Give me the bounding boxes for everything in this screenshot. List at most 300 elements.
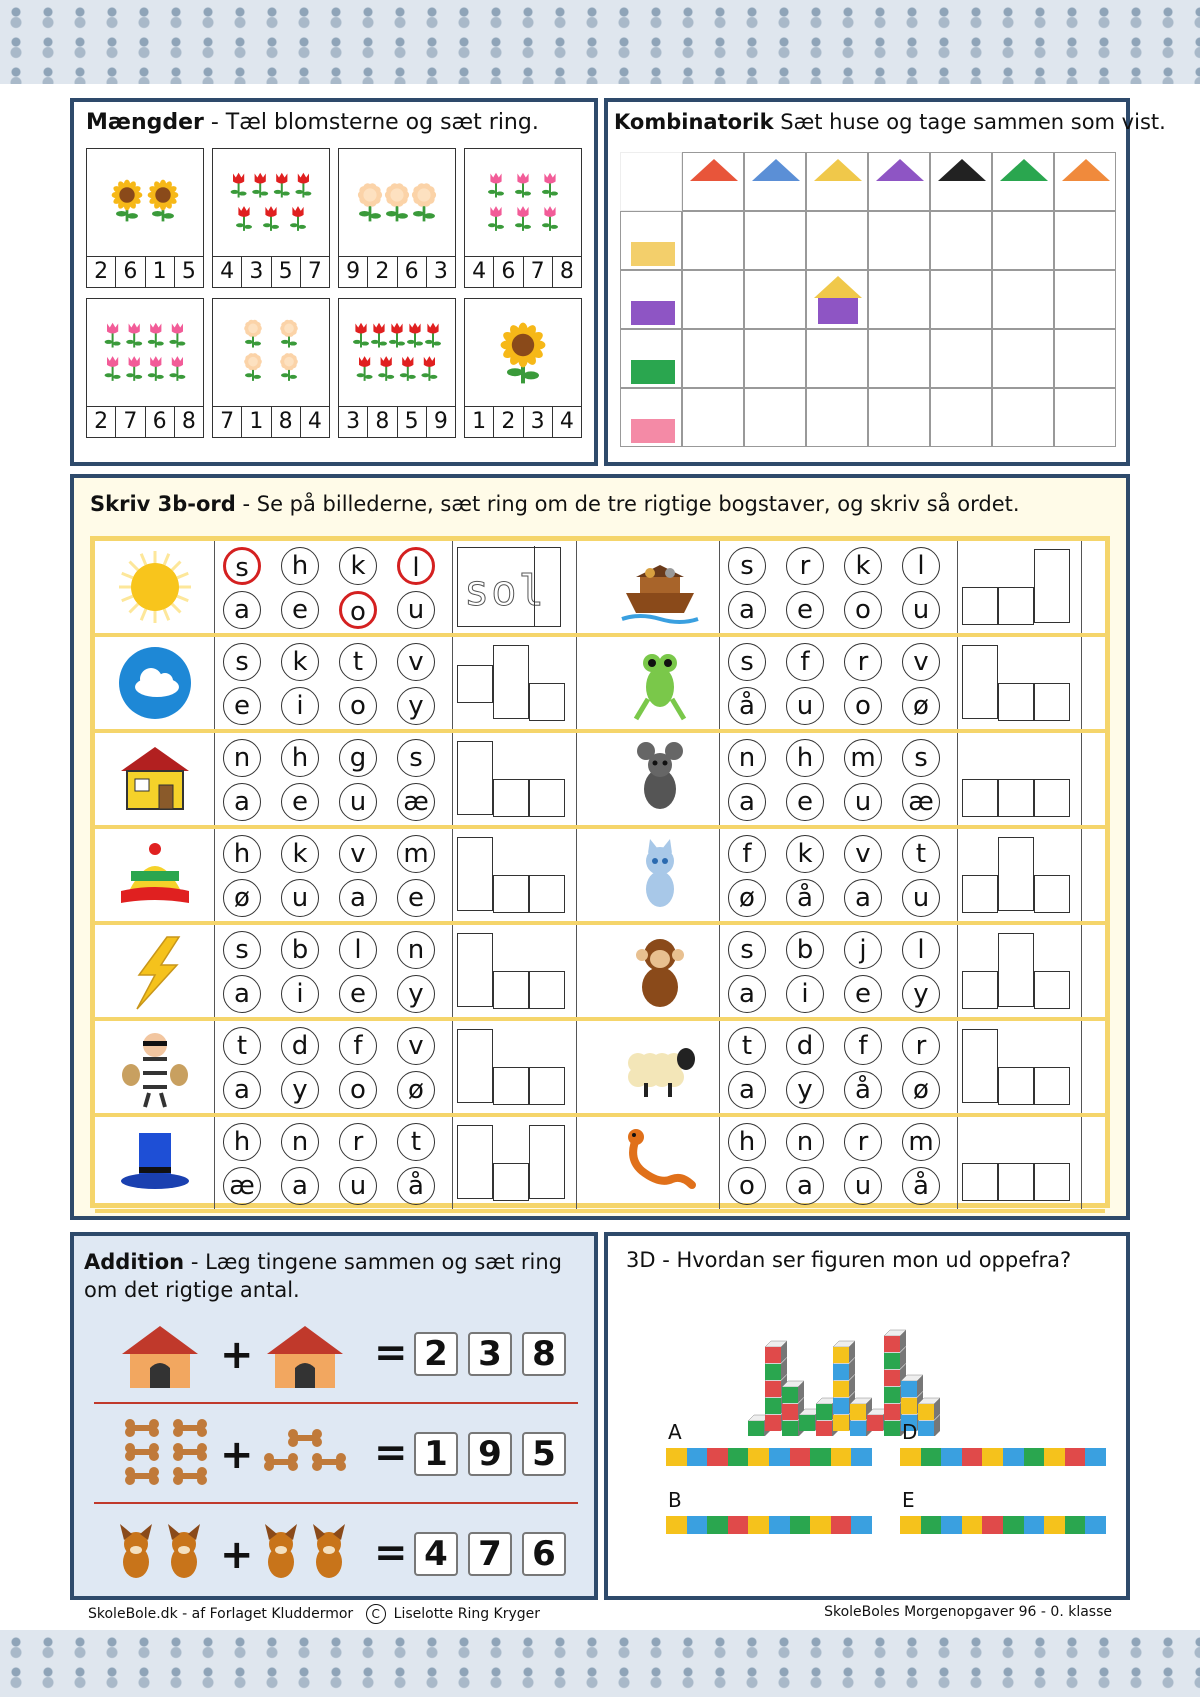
letter-choice[interactable]: e bbox=[397, 879, 435, 917]
word-box-letter[interactable] bbox=[998, 1067, 1034, 1105]
grid-cell[interactable] bbox=[992, 329, 1054, 388]
letter-choice[interactable]: u bbox=[339, 1167, 377, 1205]
strip-cube bbox=[962, 1448, 983, 1466]
word-box-letter[interactable] bbox=[493, 1163, 529, 1201]
word-box-letter[interactable] bbox=[529, 779, 565, 817]
word-box-letter[interactable] bbox=[962, 1029, 998, 1103]
letter-choice[interactable]: y bbox=[902, 975, 940, 1013]
word-box-letter[interactable] bbox=[457, 741, 493, 815]
word-box-letter[interactable] bbox=[962, 1163, 998, 1201]
letter-choice[interactable]: f bbox=[728, 835, 766, 873]
letter-choice[interactable]: f bbox=[339, 1027, 377, 1065]
letter-choice[interactable]: m bbox=[397, 835, 435, 873]
grid-cell[interactable] bbox=[992, 211, 1054, 270]
roof-header-cell bbox=[868, 152, 930, 211]
letter-choice[interactable]: s bbox=[223, 547, 261, 585]
strip-cube bbox=[831, 1448, 852, 1466]
letter-choice[interactable]: s bbox=[728, 547, 766, 585]
letter-choice[interactable]: n bbox=[397, 931, 435, 969]
answer-choice[interactable]: 3 bbox=[468, 1332, 512, 1376]
number-choice[interactable]: 5 bbox=[181, 259, 196, 284]
roof-header-cell bbox=[682, 152, 744, 211]
letter-choice[interactable]: e bbox=[786, 591, 824, 629]
letter-choice[interactable]: æ bbox=[902, 783, 940, 821]
number-choice[interactable]: 2 bbox=[87, 407, 116, 437]
letter-choice[interactable]: æ bbox=[397, 783, 435, 821]
flower-card bbox=[464, 148, 582, 288]
answer-choice[interactable]: 9 bbox=[468, 1432, 512, 1476]
letter-choice[interactable]: k bbox=[281, 835, 319, 873]
word-box-letter[interactable] bbox=[998, 933, 1034, 1007]
letter-choice[interactable]: æ bbox=[223, 1167, 261, 1205]
letter-choice[interactable]: r bbox=[844, 1123, 882, 1161]
letter-choice[interactable]: k bbox=[339, 547, 377, 585]
grid-cell[interactable] bbox=[1054, 270, 1116, 329]
letter-choice[interactable]: l bbox=[902, 547, 940, 585]
strip-cube bbox=[748, 1516, 769, 1534]
letter-choice[interactable]: a bbox=[786, 1167, 824, 1205]
house-body-icon bbox=[631, 419, 675, 443]
letter-choice[interactable]: j bbox=[844, 931, 882, 969]
number-choices bbox=[213, 256, 329, 287]
number-choice[interactable]: 9 bbox=[433, 409, 448, 434]
option-strip[interactable] bbox=[666, 1448, 872, 1466]
option-strip[interactable] bbox=[900, 1448, 1106, 1466]
letter-choice[interactable]: å bbox=[844, 1071, 882, 1109]
strip-cube bbox=[1085, 1448, 1106, 1466]
letter-choice[interactable]: d bbox=[281, 1027, 319, 1065]
word-box-letter[interactable] bbox=[998, 837, 1034, 911]
word-box-letter[interactable] bbox=[998, 683, 1034, 721]
grid-cell[interactable] bbox=[682, 211, 744, 270]
word-box-letter[interactable] bbox=[529, 683, 565, 721]
letter-choice[interactable]: f bbox=[844, 1027, 882, 1065]
letter-choice[interactable]: a bbox=[223, 975, 261, 1013]
number-choice[interactable]: 4 bbox=[307, 409, 322, 434]
number-choice[interactable]: 6 bbox=[494, 257, 523, 287]
letter-choice[interactable]: a bbox=[223, 591, 261, 629]
letter-choice[interactable]: u bbox=[844, 1167, 882, 1205]
option-strip[interactable] bbox=[666, 1516, 872, 1534]
copyright-icon: C bbox=[366, 1604, 386, 1624]
strip-cube bbox=[831, 1516, 852, 1534]
letter-choice[interactable]: o bbox=[339, 687, 377, 725]
word-box-letter[interactable] bbox=[529, 1125, 565, 1199]
number-choice[interactable]: 4 bbox=[213, 257, 242, 287]
letter-choice[interactable]: b bbox=[786, 931, 824, 969]
word-write-cell bbox=[958, 541, 1082, 633]
number-choices bbox=[339, 256, 455, 287]
letter-choice[interactable]: o bbox=[844, 591, 882, 629]
picture-cell bbox=[95, 637, 215, 729]
kombinatorik-panel bbox=[604, 98, 1166, 466]
strip-cube bbox=[748, 1448, 769, 1466]
letter-choice[interactable]: s bbox=[223, 643, 261, 681]
letter-choice[interactable]: u bbox=[281, 879, 319, 917]
letter-choice[interactable]: u bbox=[339, 783, 377, 821]
strip-cube bbox=[1044, 1448, 1065, 1466]
equals-sign: = bbox=[374, 1530, 408, 1576]
grid-cell[interactable] bbox=[930, 270, 992, 329]
number-choice[interactable]: 3 bbox=[242, 257, 271, 287]
number-choice[interactable]: 4 bbox=[559, 409, 574, 434]
grid-cell[interactable] bbox=[930, 211, 992, 270]
letter-choice[interactable]: o bbox=[339, 1071, 377, 1109]
maengder-panel bbox=[70, 98, 598, 466]
lightning-icon bbox=[115, 927, 195, 1015]
letter-choice[interactable]: y bbox=[281, 1071, 319, 1109]
grid-cell[interactable] bbox=[868, 329, 930, 388]
grid-cell[interactable] bbox=[744, 211, 806, 270]
letters-cell bbox=[215, 541, 453, 633]
strip-cube bbox=[982, 1448, 1003, 1466]
number-choice[interactable]: 8 bbox=[181, 409, 196, 434]
word-box-letter[interactable] bbox=[962, 875, 998, 913]
number-choice[interactable]: 2 bbox=[87, 257, 116, 287]
number-choice[interactable]: 8 bbox=[368, 407, 397, 437]
picture-cell bbox=[600, 637, 720, 729]
letter-choice[interactable]: t bbox=[902, 835, 940, 873]
grid-cell[interactable] bbox=[744, 329, 806, 388]
number-choice[interactable]: 3 bbox=[339, 407, 368, 437]
letter-choice[interactable]: h bbox=[281, 547, 319, 585]
word-box-letter[interactable] bbox=[493, 971, 529, 1009]
word-box-letter[interactable] bbox=[962, 971, 998, 1009]
number-choice[interactable]: 3 bbox=[524, 407, 553, 437]
word-row bbox=[95, 733, 1105, 829]
answer-choice[interactable]: 7 bbox=[468, 1532, 512, 1576]
answer-choice[interactable]: 4 bbox=[414, 1532, 458, 1576]
letter-choice[interactable]: ø bbox=[223, 879, 261, 917]
letter-choice[interactable]: n bbox=[786, 1123, 824, 1161]
skriv-table bbox=[90, 536, 1110, 1208]
letter-choice[interactable]: l bbox=[397, 547, 435, 585]
word-write-cell bbox=[958, 925, 1082, 1017]
letter-choice[interactable]: å bbox=[728, 687, 766, 725]
strip-cube bbox=[1024, 1448, 1045, 1466]
word-box-letter[interactable] bbox=[962, 645, 998, 719]
strip-cube bbox=[1003, 1516, 1024, 1534]
letter-choice[interactable]: i bbox=[786, 975, 824, 1013]
letter-choice[interactable]: a bbox=[728, 591, 766, 629]
word-box-letter[interactable] bbox=[529, 1067, 565, 1105]
letter-choice[interactable]: h bbox=[281, 739, 319, 777]
letter-choice[interactable]: f bbox=[786, 643, 824, 681]
number-choice[interactable]: 1 bbox=[465, 407, 494, 437]
number-choice[interactable]: 7 bbox=[213, 407, 242, 437]
word-box-letter[interactable] bbox=[962, 779, 998, 817]
number-choice[interactable]: 4 bbox=[465, 257, 494, 287]
word-row bbox=[95, 829, 1105, 925]
thief-icon bbox=[115, 1023, 195, 1111]
word-box-letter[interactable] bbox=[457, 933, 493, 1007]
grid-cell[interactable] bbox=[682, 270, 744, 329]
strip-cube bbox=[1024, 1516, 1045, 1534]
letter-choice[interactable]: n bbox=[223, 739, 261, 777]
letter-choice[interactable]: u bbox=[397, 591, 435, 629]
cat-icon bbox=[620, 831, 700, 919]
letter-choice[interactable]: h bbox=[728, 1123, 766, 1161]
word-row bbox=[95, 925, 1105, 1021]
strip-cube bbox=[851, 1448, 872, 1466]
grid-cell[interactable] bbox=[1054, 388, 1116, 447]
letter-choice[interactable]: y bbox=[397, 975, 435, 1013]
letter-choice[interactable]: e bbox=[786, 783, 824, 821]
word-box-letter[interactable] bbox=[998, 1163, 1034, 1201]
word-box-letter[interactable] bbox=[493, 645, 529, 719]
number-choice[interactable]: 9 bbox=[339, 257, 368, 287]
number-choice[interactable]: 1 bbox=[146, 257, 175, 287]
letters-cell bbox=[215, 925, 453, 1017]
answer-choice[interactable]: 6 bbox=[522, 1532, 566, 1576]
number-choice[interactable]: 3 bbox=[433, 259, 448, 284]
number-choice[interactable]: 5 bbox=[398, 407, 427, 437]
grid-cell[interactable] bbox=[806, 211, 868, 270]
word-box-letter[interactable] bbox=[1034, 683, 1070, 721]
word-write-cell bbox=[453, 637, 577, 729]
roof-header-cell bbox=[806, 152, 868, 211]
strip-cube bbox=[982, 1516, 1003, 1534]
letter-choice[interactable]: u bbox=[786, 687, 824, 725]
letter-choice[interactable]: t bbox=[339, 643, 377, 681]
grid-cell[interactable] bbox=[744, 388, 806, 447]
grid-cell[interactable] bbox=[1054, 329, 1116, 388]
letter-choice[interactable]: s bbox=[902, 739, 940, 777]
number-choice[interactable]: 6 bbox=[398, 257, 427, 287]
number-choice[interactable]: 6 bbox=[146, 407, 175, 437]
grid-cell[interactable] bbox=[868, 270, 930, 329]
word-row bbox=[95, 541, 1105, 637]
letter-choice[interactable]: e bbox=[281, 591, 319, 629]
word-box-letter[interactable] bbox=[1034, 1163, 1070, 1201]
answer-choice[interactable]: 5 bbox=[522, 1432, 566, 1476]
plus-sign: + bbox=[220, 1432, 254, 1478]
word-box-letter[interactable] bbox=[1034, 779, 1070, 817]
letter-choice[interactable]: k bbox=[786, 835, 824, 873]
letter-choice[interactable]: t bbox=[223, 1027, 261, 1065]
letter-choice[interactable]: h bbox=[223, 1123, 261, 1161]
letter-choice[interactable]: k bbox=[844, 547, 882, 585]
letter-choice[interactable]: n bbox=[728, 739, 766, 777]
number-choice[interactable]: 8 bbox=[559, 259, 574, 284]
letter-choice[interactable]: d bbox=[786, 1027, 824, 1065]
picture-cell bbox=[95, 925, 215, 1017]
roof-icon bbox=[1058, 155, 1114, 185]
letter-choice[interactable]: k bbox=[281, 643, 319, 681]
letter-choice[interactable]: t bbox=[397, 1123, 435, 1161]
word-box-letter[interactable] bbox=[457, 665, 493, 703]
strip-cube bbox=[687, 1516, 708, 1534]
letter-choice[interactable]: u bbox=[902, 591, 940, 629]
letter-choice[interactable]: s bbox=[728, 643, 766, 681]
letter-choice[interactable]: u bbox=[902, 879, 940, 917]
letter-choice[interactable]: a bbox=[223, 783, 261, 821]
word-box-letter[interactable] bbox=[1034, 875, 1070, 913]
letter-choice[interactable]: l bbox=[902, 931, 940, 969]
threed-title: 3D - Hvordan ser figuren mon ud oppefra? bbox=[626, 1248, 1072, 1272]
daisy-icon bbox=[343, 153, 451, 253]
grid-cell[interactable] bbox=[992, 270, 1054, 329]
letter-choice[interactable]: a bbox=[844, 879, 882, 917]
letter-choice[interactable]: y bbox=[397, 687, 435, 725]
letter-choice[interactable]: e bbox=[281, 783, 319, 821]
letter-choice[interactable]: i bbox=[281, 975, 319, 1013]
letter-choice[interactable]: v bbox=[397, 643, 435, 681]
letter-choice[interactable]: i bbox=[281, 687, 319, 725]
letter-choice[interactable]: s bbox=[728, 931, 766, 969]
letter-choice[interactable]: s bbox=[397, 739, 435, 777]
letter-choice[interactable]: a bbox=[223, 1071, 261, 1109]
example-word-box bbox=[457, 547, 561, 627]
letter-choice[interactable]: ø bbox=[728, 879, 766, 917]
letter-choice[interactable]: y bbox=[786, 1071, 824, 1109]
letter-choice[interactable]: å bbox=[786, 879, 824, 917]
letter-choice[interactable]: r bbox=[844, 643, 882, 681]
word-box-letter[interactable] bbox=[962, 587, 998, 625]
row-separator bbox=[94, 1402, 578, 1404]
letter-choice[interactable]: e bbox=[223, 687, 261, 725]
letter-choice[interactable]: ø bbox=[902, 1071, 940, 1109]
word-box-letter[interactable] bbox=[534, 546, 557, 626]
answer-choice[interactable]: 8 bbox=[522, 1332, 566, 1376]
grid-cell[interactable] bbox=[744, 270, 806, 329]
word-box-letter[interactable] bbox=[457, 837, 493, 911]
letter-choice[interactable]: t bbox=[728, 1027, 766, 1065]
number-choice[interactable]: 7 bbox=[116, 407, 145, 437]
grid-cell[interactable] bbox=[806, 270, 868, 329]
word-box-letter[interactable] bbox=[1034, 549, 1070, 623]
letter-choice[interactable]: u bbox=[844, 783, 882, 821]
number-choice[interactable]: 1 bbox=[242, 407, 271, 437]
number-choice[interactable]: 2 bbox=[494, 407, 523, 437]
answer-choice[interactable]: 1 bbox=[414, 1432, 458, 1476]
letter-choice[interactable]: o bbox=[339, 591, 377, 629]
number-choices bbox=[87, 256, 203, 287]
letter-choice[interactable]: s bbox=[223, 931, 261, 969]
number-choice[interactable]: 2 bbox=[368, 257, 397, 287]
red-tulip-icon bbox=[217, 153, 325, 253]
picture-cell bbox=[600, 1117, 720, 1209]
letter-choice[interactable]: v bbox=[397, 1027, 435, 1065]
letter-choice[interactable]: m bbox=[902, 1123, 940, 1161]
grid-cell[interactable] bbox=[868, 388, 930, 447]
grid-cell[interactable] bbox=[992, 388, 1054, 447]
letter-choice[interactable]: h bbox=[786, 739, 824, 777]
grid-cell[interactable] bbox=[806, 388, 868, 447]
grid-cell[interactable] bbox=[682, 388, 744, 447]
word-box-letter[interactable] bbox=[457, 1029, 493, 1103]
letter-choice[interactable]: b bbox=[281, 931, 319, 969]
letter-choice[interactable]: ø bbox=[397, 1071, 435, 1109]
word-write-cell bbox=[958, 829, 1082, 921]
picture-cell bbox=[600, 1021, 720, 1113]
word-box-letter[interactable] bbox=[493, 875, 529, 913]
letter-choice[interactable]: r bbox=[339, 1123, 377, 1161]
answer-choice[interactable]: 2 bbox=[414, 1332, 458, 1376]
letter-choice[interactable]: v bbox=[339, 835, 377, 873]
letter-choice[interactable]: o bbox=[844, 687, 882, 725]
word-box-letter[interactable] bbox=[998, 779, 1034, 817]
strip-cube bbox=[687, 1448, 708, 1466]
letter-choice[interactable]: å bbox=[902, 1167, 940, 1205]
roof-icon bbox=[872, 155, 928, 185]
word-box-letter[interactable] bbox=[1034, 971, 1070, 1009]
grid-cell[interactable] bbox=[930, 329, 992, 388]
number-choice[interactable]: 7 bbox=[307, 259, 322, 284]
number-choice[interactable]: 8 bbox=[272, 407, 301, 437]
grid-cell[interactable] bbox=[806, 329, 868, 388]
letters-cell bbox=[720, 829, 958, 921]
word-box-letter[interactable] bbox=[493, 1067, 529, 1105]
letter-choice[interactable]: g bbox=[339, 739, 377, 777]
word-write-cell bbox=[453, 541, 577, 633]
option-strip[interactable] bbox=[900, 1516, 1106, 1534]
word-box-letter[interactable] bbox=[998, 587, 1034, 625]
number-choice[interactable]: 6 bbox=[116, 257, 145, 287]
grid-cell[interactable] bbox=[1054, 211, 1116, 270]
cube-figure bbox=[738, 1296, 958, 1436]
kombinatorik-title: Kombinatorik Sæt huse og tage sammen som vist. bbox=[614, 110, 1166, 134]
letter-choice[interactable]: a bbox=[728, 1071, 766, 1109]
number-choice[interactable]: 5 bbox=[272, 257, 301, 287]
roof-icon bbox=[934, 155, 990, 185]
picture-cell bbox=[95, 1021, 215, 1113]
letter-choice[interactable]: v bbox=[844, 835, 882, 873]
strip-cube bbox=[1065, 1448, 1086, 1466]
letter-choice[interactable]: v bbox=[902, 643, 940, 681]
flower-card bbox=[212, 298, 330, 438]
grid-cell[interactable] bbox=[930, 388, 992, 447]
letter-choice[interactable]: a bbox=[728, 783, 766, 821]
letter-choice[interactable]: r bbox=[786, 547, 824, 585]
letter-choice[interactable]: r bbox=[902, 1027, 940, 1065]
word-box-letter[interactable] bbox=[1034, 1067, 1070, 1105]
house-header-cell bbox=[620, 329, 682, 388]
flower-card bbox=[338, 148, 456, 288]
footer-right: SkoleBoles Morgenopgaver 96 - 0. klasse bbox=[824, 1604, 1112, 1620]
letter-choice[interactable]: h bbox=[223, 835, 261, 873]
grid-cell[interactable] bbox=[868, 211, 930, 270]
word-box-letter[interactable] bbox=[529, 971, 565, 1009]
top-hat-icon bbox=[115, 1119, 195, 1207]
word-box-letter[interactable] bbox=[529, 875, 565, 913]
number-choices bbox=[213, 406, 329, 437]
letter-choice[interactable]: o bbox=[728, 1167, 766, 1205]
letter-choice[interactable]: ø bbox=[902, 687, 940, 725]
daisy-icon bbox=[217, 303, 325, 403]
strip-cube bbox=[666, 1448, 687, 1466]
letter-choice[interactable]: e bbox=[339, 975, 377, 1013]
roof-icon bbox=[810, 155, 866, 185]
letter-choice[interactable]: a bbox=[281, 1167, 319, 1205]
letter-choice[interactable]: n bbox=[281, 1123, 319, 1161]
number-choices bbox=[465, 406, 581, 437]
grid-cell[interactable] bbox=[682, 329, 744, 388]
letter-choice[interactable]: a bbox=[339, 879, 377, 917]
number-choice[interactable]: 7 bbox=[524, 257, 553, 287]
letter-choice[interactable]: e bbox=[844, 975, 882, 1013]
red-tulip-icon bbox=[343, 303, 451, 403]
word-box-letter[interactable] bbox=[457, 1125, 493, 1199]
example-word: sol bbox=[464, 566, 546, 615]
letter-choice[interactable]: å bbox=[397, 1167, 435, 1205]
word-box-letter[interactable] bbox=[493, 779, 529, 817]
letter-choice[interactable]: a bbox=[728, 975, 766, 1013]
letter-choice[interactable]: m bbox=[844, 739, 882, 777]
roof-header-cell bbox=[992, 152, 1054, 211]
word-write-cell bbox=[453, 733, 577, 825]
letter-choice[interactable]: l bbox=[339, 931, 377, 969]
